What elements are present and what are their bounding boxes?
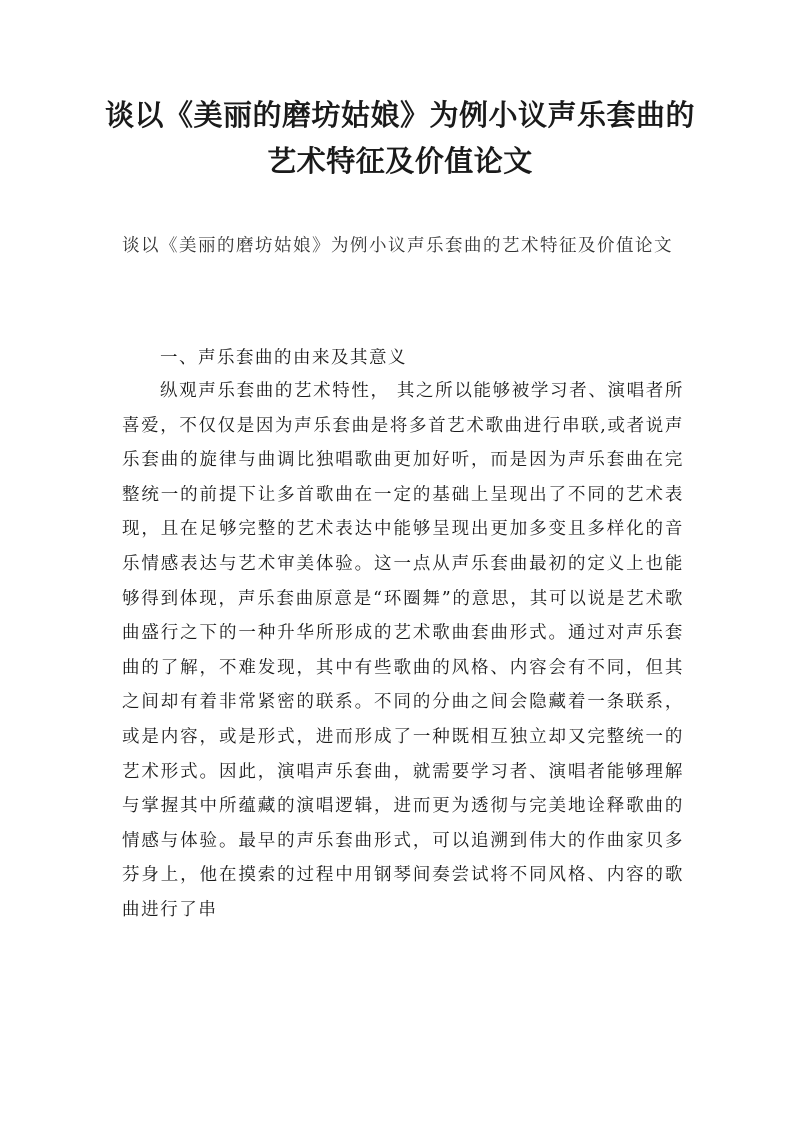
- document-subtitle: 谈以《美丽的磨坊姑娘》为例小议声乐套曲的艺术特征及价值论文: [122, 236, 673, 256]
- section-heading: 一、声乐套曲的由来及其意义: [160, 348, 407, 368]
- body-paragraph: 纵观声乐套曲的艺术特性， 其之所以能够被学习者、演唱者所喜爱，不仅仅是因为声乐套曲是将多首艺术歌曲进行串联,或者说声乐套曲的旋律与曲调比独唱歌曲更加好听，而是因为声乐套曲在完整统一的前提下让多首歌曲在一定的基础上呈现出了不同的艺术表现，且在足够完整的艺术表达中能够呈现出更加多变且多样化的音乐情感表达与艺术审美体验。这一点从声乐套曲最初的定义上也能够得到体现，声乐套曲原意是“环圈舞”的意思，其可以说是艺术歌曲盛行之下的一种升华所形成的艺术歌曲套曲形式。通过对声乐套曲的了解，不难发现，其中有些歌曲的风格、内容会有不同，但其之间却有着非常紧密的联系。不同的分曲之间会隐藏着一条联系，或是内容，或是形式，进而形成了一种既相互独立却又完整统一的艺术形式。因此，演唱声乐套曲，就需要学习者、演唱者能够理解与掌握其中所蕴藏的演唱逻辑，进而更为透彻与完美地诠释歌曲的情感与体验。最早的声乐套曲形式，可以追溯到伟大的作曲家贝多芬身上，他在摸索的过程中用钢琴间奏尝试将不同风格、内容的歌曲进行了串: [122, 381, 684, 920]
- document-title: 谈以《美丽的磨坊姑娘》为例小议声乐套曲的艺术特征及价值论文: [104, 98, 695, 178]
